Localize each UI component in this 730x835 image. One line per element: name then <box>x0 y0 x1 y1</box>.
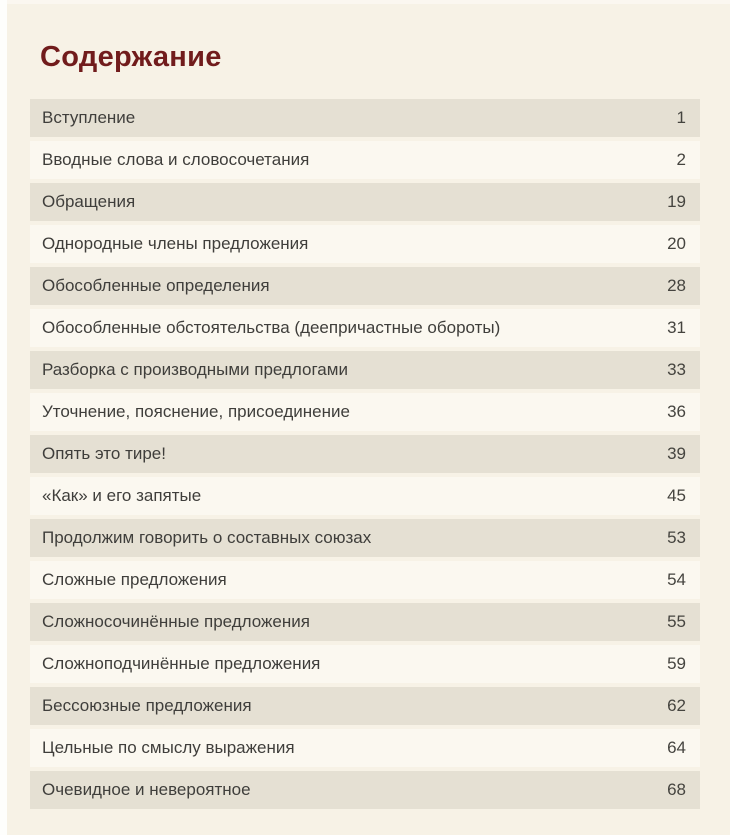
toc-item-label: Очевидное и невероятное <box>42 780 251 799</box>
toc-item-page: 64 <box>667 738 686 757</box>
toc-item-label: Продолжим говорить о составных союзах <box>42 528 372 547</box>
toc-item-label: Вступление <box>42 108 136 127</box>
toc-row[interactable] <box>30 435 700 473</box>
toc-row[interactable] <box>30 99 700 137</box>
toc-row[interactable] <box>30 477 700 515</box>
toc-item-page: 53 <box>667 528 686 547</box>
toc-item-label: Обособленные обстоятельства (деепричастные обороты) <box>42 318 501 337</box>
toc-row[interactable] <box>30 309 700 347</box>
toc-item-page: 20 <box>667 234 686 253</box>
toc-row[interactable] <box>30 351 700 389</box>
toc-item-label: Сложносочинённые предложения <box>42 612 310 631</box>
toc-item-page: 36 <box>667 402 686 421</box>
toc-row[interactable] <box>30 603 700 641</box>
toc-row[interactable] <box>30 729 700 767</box>
toc-row[interactable] <box>30 183 700 221</box>
toc-row[interactable] <box>30 561 700 599</box>
toc-item-label: Опять это тире! <box>42 444 166 463</box>
toc-row[interactable] <box>30 267 700 305</box>
toc-item-page: 31 <box>667 318 686 337</box>
toc-row[interactable] <box>30 771 700 809</box>
toc-row[interactable] <box>30 687 700 725</box>
toc-item-label: Обособленные определения <box>42 276 270 295</box>
toc-item-page: 55 <box>667 612 686 631</box>
toc-item-label: Сложноподчинённые предложения <box>42 654 321 673</box>
toc-row[interactable] <box>30 141 700 179</box>
toc-item-label: Вводные слова и словосочетания <box>42 150 310 169</box>
toc-item-page: 33 <box>667 360 686 379</box>
toc-item-page: 68 <box>667 780 686 799</box>
toc-row[interactable] <box>30 645 700 683</box>
toc-item-label: Бессоюзные предложения <box>42 696 252 715</box>
toc-item-page: 62 <box>667 696 686 715</box>
toc-item-page: 59 <box>667 654 686 673</box>
toc-item-label: Сложные предложения <box>42 570 227 589</box>
toc-row[interactable] <box>30 393 700 431</box>
toc-list <box>30 99 700 813</box>
page-title: Содержание <box>40 41 222 74</box>
toc-item-label: Обращения <box>42 192 136 211</box>
toc-item-page: 28 <box>667 276 686 295</box>
toc-row[interactable] <box>30 519 700 557</box>
toc-row[interactable] <box>30 225 700 263</box>
toc-item-page: 2 <box>676 150 686 169</box>
toc-item-page: 39 <box>667 444 686 463</box>
toc-item-page: 54 <box>667 570 686 589</box>
toc-item-label: Разборка с производными предлогами <box>42 360 348 379</box>
toc-item-page: 1 <box>676 108 686 127</box>
page-edge-top <box>0 0 730 4</box>
page-edge-left <box>0 0 7 835</box>
toc-item-label: «Как» и его запятые <box>42 486 202 505</box>
toc-item-label: Цельные по смыслу выражения <box>42 738 295 757</box>
toc-item-page: 19 <box>667 192 686 211</box>
toc-item-page: 45 <box>667 486 686 505</box>
toc-item-label: Однородные члены предложения <box>42 234 309 253</box>
toc-item-label: Уточнение, пояснение, присоединение <box>42 402 350 421</box>
